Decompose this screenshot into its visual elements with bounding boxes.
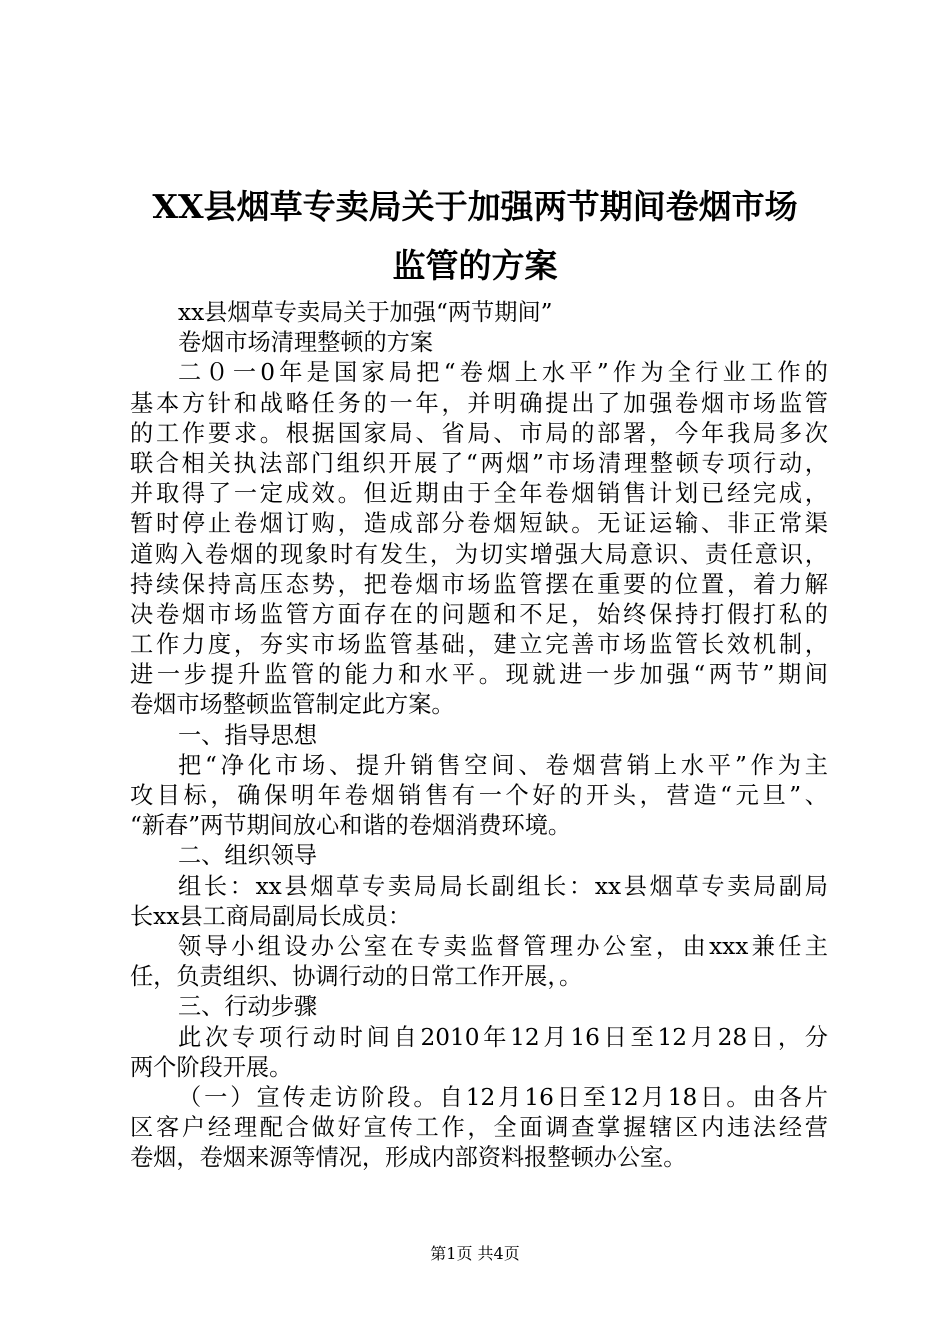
section-heading: 二、组织领导 — [178, 842, 318, 870]
text-line: 长xx县工商局副局长成员： — [130, 902, 412, 930]
text-line: 卷烟市场清理整顿的方案 — [178, 329, 434, 357]
text-line: 进一步提升监管的能力和水平。现就进一步加强“两节”期间 — [130, 661, 828, 689]
text-line: 卷烟市场整顿监管制定此方案。 — [130, 691, 455, 719]
text-line: 攻目标，确保明年卷烟销售有一个好的开头，营造“元旦”、 — [130, 782, 828, 809]
document-title-line-1: XX县烟草专卖局关于加强两节期间卷烟市场 — [152, 187, 798, 226]
text-line: 把“净化市场、提升销售空间、卷烟营销上水平”作为主 — [178, 751, 828, 779]
text-line: 二０一0年是国家局把“卷烟上水平”作为全行业工作的 — [178, 359, 828, 387]
text-line: 的工作要求。根据国家局、省局、市局的部署，今年我局多次 — [130, 419, 828, 447]
text-line: 区客户经理配合做好宣传工作，全面调查掌握辖区内违法经营 — [130, 1114, 828, 1142]
section-heading: 三、行动步骤 — [178, 993, 318, 1021]
text-line: 联合相关执法部门组织开展了“两烟”市场清理整顿专项行动， — [130, 449, 828, 477]
section-heading: 一、指导思想 — [178, 721, 318, 749]
document-body — [130, 298, 828, 1173]
text-line: 工作力度，夯实市场监管基础，建立完善市场监管长效机制， — [130, 631, 828, 659]
text-line: 卷烟，卷烟来源等情况，形成内部资料报整顿办公室。 — [130, 1144, 687, 1172]
text-line: 决卷烟市场监管方面存在的问题和不足，始终保持打假打私的 — [130, 600, 828, 628]
text-line: （一）宣传走访阶段。自12月16日至12月18日。由各片 — [178, 1083, 828, 1111]
text-line: 并取得了一定成效。但近期由于全年卷烟销售计划已经完成， — [130, 480, 828, 508]
text-line: “新春”两节期间放心和谐的卷烟消费环境。 — [130, 812, 572, 840]
text-line: 组长：xx县烟草专卖局局长副组长：xx县烟草专卖局副局 — [178, 872, 828, 900]
text-line: 领导小组设办公室在专卖监督管理办公室，由xxx兼任主 — [178, 932, 828, 960]
text-line: 基本方针和战略任务的一年，并明确提出了加强卷烟市场监管 — [130, 389, 828, 417]
text-line: 暂时停止卷烟订购，造成部分卷烟短缺。无证运输、非正常渠 — [130, 510, 828, 538]
text-line: 道购入卷烟的现象时有发生，为切实增强大局意识、责任意识， — [130, 540, 828, 568]
text-line: 两个阶段开展。 — [130, 1053, 293, 1081]
document-title-line-2: 监管的方案 — [392, 246, 558, 285]
text-line: 此次专项行动时间自2010年12月16日至12月28日，分 — [178, 1023, 828, 1051]
text-line: 持续保持高压态势，把卷烟市场监管摆在重要的位置，着力解 — [130, 570, 828, 598]
text-line: xx县烟草专卖局关于加强“两节期间” — [178, 299, 553, 326]
page-number-footer: 第1页 共4页 — [430, 1244, 520, 1263]
text-line: 任，负责组织、协调行动的日常工作开展，。 — [130, 963, 583, 991]
